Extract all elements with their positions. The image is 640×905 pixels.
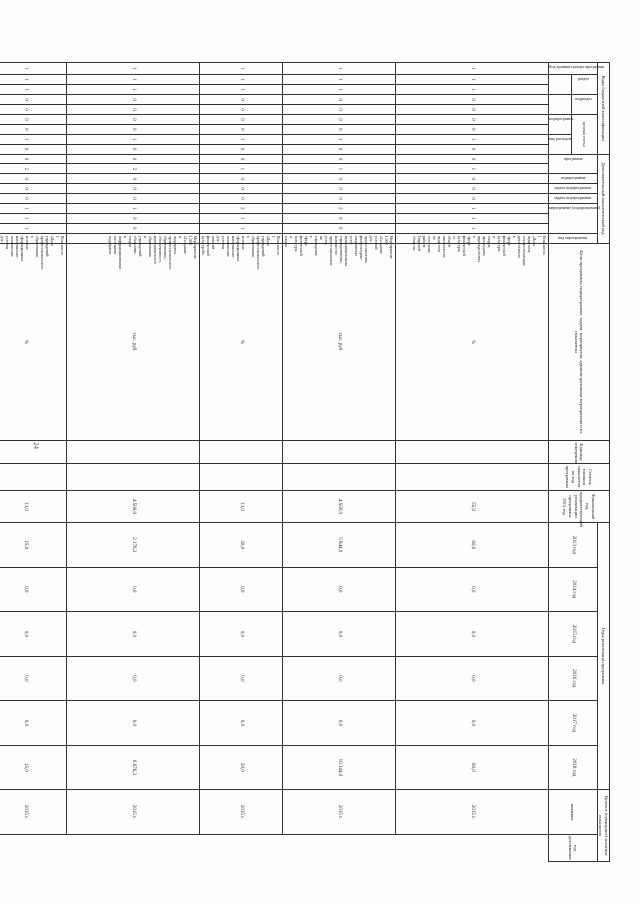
code-cell: 1 <box>199 63 282 75</box>
table-row <box>395 63 548 862</box>
code-cell: 0 <box>199 184 282 194</box>
subsection-header: подраздел <box>575 96 593 102</box>
code-cell: 0 <box>0 105 66 115</box>
code-cell: 0 <box>66 184 199 194</box>
fin-year-cell <box>282 463 395 490</box>
subprogram-col-header: подпрограмма <box>548 115 573 121</box>
code-cell: 0 <box>395 154 548 164</box>
code-cell: 1 <box>395 85 548 95</box>
year-value-cell: 0,0 <box>199 656 282 701</box>
target-year-cell: 2015 г. <box>282 790 395 835</box>
task-code-header: задача подпрограммы <box>553 185 592 191</box>
activity-type-header: вид мероприятия <box>557 234 588 240</box>
code-cell: 0 <box>0 174 66 184</box>
code-cell: 0 <box>0 154 66 164</box>
code-cell: 2 <box>66 164 199 174</box>
code-cell: 0 <box>395 95 548 105</box>
year-value-cell: 0,0 <box>395 567 548 612</box>
budget-classification-header: Коды бюджетной классификации <box>597 63 609 155</box>
indicator-text: Мероприятие 1.003 «Создание и поддержка профессионального образования», обеспеченность муниципального образования и учреждений объектами спорта и информационными системами поддержки <box>66 233 199 243</box>
year-value-cell: 0,0 <box>282 701 395 746</box>
code-cell: 1 <box>282 75 395 85</box>
code-cell: 0 <box>395 114 548 124</box>
code-cell: 0 <box>282 213 395 223</box>
year-value-cell: 0,0 <box>66 612 199 657</box>
year-value-cell: 0,0 <box>0 701 66 746</box>
code-cell: 0 <box>66 95 199 105</box>
target-year-cell: 2015 г. <box>199 790 282 835</box>
code-cell: 0 <box>0 124 66 134</box>
weight-cell <box>66 441 199 463</box>
year-value-cell: 60,0 <box>395 523 548 568</box>
code-cell: 1 <box>199 134 282 144</box>
code-cell: 0 <box>282 223 395 233</box>
code-cell: 1 <box>395 75 548 85</box>
code-cell: 0 <box>66 124 199 134</box>
target-header: Целевое (суммарное) значение показателя <box>597 790 609 862</box>
target-value-cell: 15,0 <box>0 745 66 790</box>
code-cell: 1 <box>395 63 548 75</box>
code-cell: 0 <box>0 184 66 194</box>
code-cell: 0 <box>282 144 395 154</box>
code-cell: 0 <box>395 174 548 184</box>
year-value-cell: 0,0 <box>0 567 66 612</box>
code-cell: 0 <box>282 95 395 105</box>
code-cell: 0 <box>199 124 282 134</box>
year-value-cell: 0,0 <box>199 567 282 612</box>
code-cell: 0 <box>66 194 199 204</box>
expense-type-header: вид расходов <box>548 135 571 141</box>
year-value-cell: 13,0 <box>199 490 282 522</box>
target-year-header: год достижения <box>548 834 597 861</box>
code-cell: 1 <box>66 85 199 95</box>
unit-header: Единица измерения <box>548 441 609 463</box>
code-cell: 1 <box>395 223 548 233</box>
target-value-header: значение <box>548 790 597 835</box>
weight-cell <box>199 441 282 463</box>
year-2015-header: 2015 год <box>548 612 597 657</box>
year-value-cell: 5 844,0 <box>282 523 395 568</box>
code-cell: 1 <box>199 85 282 95</box>
code-cell: 0 <box>199 154 282 164</box>
year-value-cell: 4 500,0 <box>66 490 199 522</box>
year-value-cell: 0,0 <box>0 656 66 701</box>
year-value-cell: 0,0 <box>66 701 199 746</box>
code-cell: 0 <box>395 124 548 134</box>
table-row <box>199 63 282 862</box>
code-cell: 0 <box>0 114 66 124</box>
fin-year-cell <box>0 463 66 490</box>
year-value-cell: 0,0 <box>282 567 395 612</box>
code-cell: 1 <box>199 223 282 233</box>
unit-cell: тыс. руб. <box>66 243 199 441</box>
unit-cell: % <box>395 243 548 441</box>
fin-year-cell <box>66 463 199 490</box>
indicator-text: Показатель 1 «Доля педагогов, осуществляющих деятельность в сфере физической культуры и спорта, прошедших переподготовку в сфере физической культуры, от общей численности педагогов по сельскому району Тверской области» <box>395 233 548 243</box>
year-2017-header: 2017 год <box>548 701 597 746</box>
year-2018-header: 2018 год <box>548 745 597 790</box>
code-cell: 1 <box>66 63 199 75</box>
admin-code-header: Код администратора программы <box>548 64 604 69</box>
indicator-text: Мероприятие 1.002 «Создание условий для предоставления физкультурно-спортивных услуг муниципальными учреждениями», количество предоставляемых услуг, на учреждение в сфере физической культуры и спорта <box>282 233 395 243</box>
code-cell: 1 <box>66 134 199 144</box>
year-2016-header: 2016 год <box>548 656 597 701</box>
code-cell: 0 <box>66 154 199 164</box>
code-cell: 0 <box>199 114 282 124</box>
year-value-cell: 2 176,3 <box>66 523 199 568</box>
code-cell: 0 <box>0 194 66 204</box>
target-value-cell: 10 344,0 <box>282 745 395 790</box>
code-cell: 0 <box>66 105 199 115</box>
code-cell: 1 <box>395 213 548 223</box>
unit-cell: % <box>0 243 66 441</box>
code-cell: 0 <box>66 223 199 233</box>
code-cell: 0 <box>199 194 282 204</box>
year-value-cell: 0,0 <box>0 612 66 657</box>
indicator-text: Показатель 1 «Доля учреждений профессионального образования, в которых сформированы материально-технические условия для занятий физической культурой» <box>199 233 282 243</box>
weight-header: Степень влияния показателя на ход программы <box>548 463 609 490</box>
code-cell: 1 <box>199 164 282 174</box>
code-cell: 0 <box>0 95 66 105</box>
year-2013-header: 2013 год <box>548 523 597 568</box>
code-cell: 0 <box>199 105 282 115</box>
code-cell: 1 <box>0 134 66 144</box>
section-header: раздел <box>578 76 590 82</box>
year-value-cell: 0,0 <box>199 612 282 657</box>
program-code-header: программа <box>563 155 582 161</box>
code-cell: 1 <box>0 63 66 75</box>
year-value-cell: 0,0 <box>199 701 282 746</box>
year-value-cell: 0,0 <box>66 656 199 701</box>
code-cell: 1 <box>0 203 66 213</box>
code-cell: 2 <box>0 164 66 174</box>
code-cell: 0 <box>66 114 199 124</box>
page-number: 24 <box>32 442 40 449</box>
target-year-cell: 2015 г. <box>66 790 199 835</box>
year-value-cell: 0,0 <box>395 612 548 657</box>
weight-cell <box>282 441 395 463</box>
target-article-header: целевая статья <box>571 114 597 154</box>
target-value-cell: 6 676,3 <box>66 745 199 790</box>
years-header: Годы реализации программы <box>597 523 609 790</box>
code-cell: 0 <box>395 144 548 154</box>
activity-classification-header: Дополнительный аналитический код <box>597 154 609 243</box>
subprogram-code-header: подпрограмма <box>560 175 585 181</box>
code-cell: 1 <box>66 75 199 85</box>
target-value-cell: 60,0 <box>395 745 548 790</box>
target-year-cell: 2015 г. <box>395 790 548 835</box>
code-cell: 2 <box>282 203 395 213</box>
year-2014-header: 2014 год <box>548 567 597 612</box>
program-name-header: Цели программы, подпрограммы, задачи, мероприятия, административные мероприятия и их показатели <box>548 243 609 441</box>
code-cell: 0 <box>199 95 282 105</box>
program-table <box>0 62 610 862</box>
year-value-cell: 55,0 <box>395 490 548 522</box>
code-cell: 0 <box>66 213 199 223</box>
code-cell: 0 <box>199 144 282 154</box>
fin-year-cell <box>199 463 282 490</box>
code-cell: 1 <box>0 223 66 233</box>
year-value-cell: 0,0 <box>66 567 199 612</box>
table-row <box>0 63 66 862</box>
code-cell: 0 <box>0 144 66 154</box>
table-row <box>66 63 199 862</box>
code-cell: 0 <box>199 174 282 184</box>
code-cell: 1 <box>199 75 282 85</box>
code-cell: 0 <box>395 194 548 204</box>
fin-year-cell <box>395 463 548 490</box>
code-cell: 1 <box>66 203 199 213</box>
year-value-cell: 0,0 <box>395 656 548 701</box>
fin-year-header: Финансовый год, предшествующий реализации программы 2013 год <box>548 490 609 522</box>
code-cell: 1 <box>395 134 548 144</box>
code-cell: 0 <box>395 105 548 115</box>
code-cell: 0 <box>282 124 395 134</box>
code-cell: 0 <box>66 144 199 154</box>
code-cell: 1 <box>395 164 548 174</box>
code-cell: 0 <box>395 184 548 194</box>
code-cell: 1 <box>0 85 66 95</box>
objective-code-header: задача подпрограммы <box>553 195 592 201</box>
target-value-cell: 20,0 <box>199 745 282 790</box>
year-value-cell: 20,0 <box>199 523 282 568</box>
year-value-cell: 0,0 <box>395 701 548 746</box>
code-cell: 1 <box>395 203 548 213</box>
target-year-cell: 2015 г. <box>0 790 66 835</box>
year-value-cell: 15,0 <box>0 523 66 568</box>
code-cell: 0 <box>282 154 395 164</box>
weight-cell <box>395 441 548 463</box>
unit-cell: тыс. руб. <box>282 243 395 441</box>
table-row <box>282 63 395 862</box>
code-cell: 0 <box>282 114 395 124</box>
code-cell: 1 <box>282 85 395 95</box>
code-cell: 1 <box>199 213 282 223</box>
code-cell: 0 <box>282 105 395 115</box>
year-value-cell: 0,0 <box>282 612 395 657</box>
code-cell: 0 <box>282 194 395 204</box>
unit-cell: % <box>199 243 282 441</box>
code-cell: 1 <box>0 75 66 85</box>
code-cell: 1 <box>282 63 395 75</box>
year-value-cell: 13,0 <box>0 490 66 522</box>
code-cell: 0 <box>282 174 395 184</box>
code-cell: 1 <box>282 134 395 144</box>
year-value-cell: 0,0 <box>282 656 395 701</box>
code-cell: 1 <box>0 213 66 223</box>
measure-code-header: мероприятие (подпрограммы) <box>548 204 600 210</box>
indicator-text: Показатель 1 «Доля учреждений профессионального образования, в которых сформированы материально-технические условия для <box>0 233 66 243</box>
year-value-cell: 4 500,0 <box>282 490 395 522</box>
code-cell: 0 <box>66 174 199 184</box>
code-cell: 2 <box>199 203 282 213</box>
code-cell: 0 <box>282 184 395 194</box>
code-cell: 1 <box>282 164 395 174</box>
